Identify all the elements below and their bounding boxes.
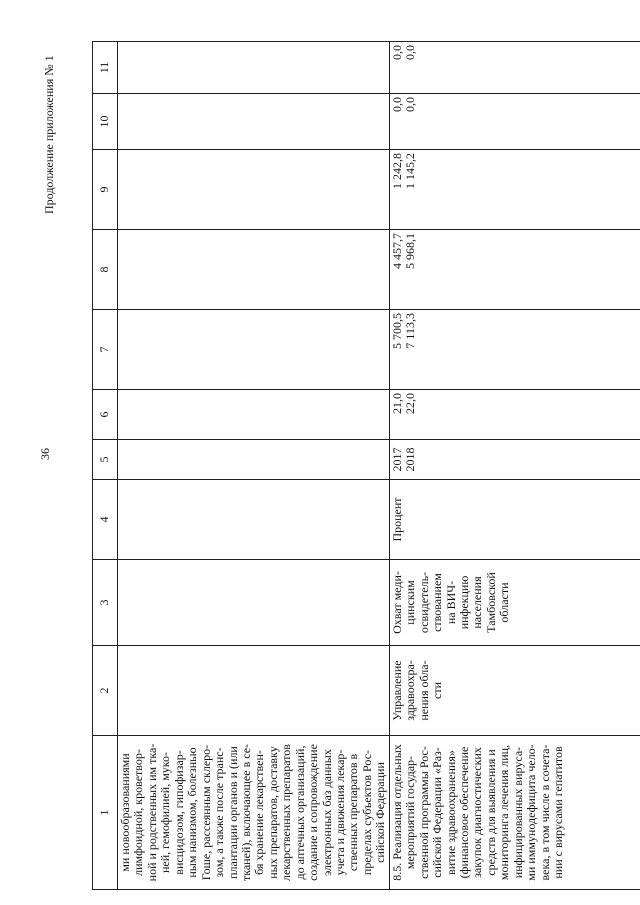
row1-cell-8 xyxy=(118,230,390,310)
row2-col9 xyxy=(389,150,640,230)
row2-col8 xyxy=(389,230,640,310)
table-row xyxy=(118,42,390,890)
header-col-8: 8 xyxy=(93,230,118,310)
text-line: сти xyxy=(430,682,445,699)
text-line: учета и движения лекар- xyxy=(333,749,347,876)
header-col-4: 4 xyxy=(93,480,118,560)
text-line: (финансовое обеспечение xyxy=(456,746,471,879)
table-row xyxy=(389,42,640,890)
text-line: создание и сопровождение xyxy=(306,744,321,881)
row2-col6 xyxy=(389,390,640,440)
text-line: сийской Федерации xyxy=(373,762,388,863)
row1-cell-3 xyxy=(118,560,390,646)
text-line: ным нанизмом, болезнью xyxy=(185,747,200,878)
text-line: здравоохра- xyxy=(403,660,418,721)
funding-value: 5 968,1 xyxy=(403,233,418,269)
text-line: ной и родственных им тка- xyxy=(144,743,159,882)
text-line: ми новообразованиями xyxy=(118,753,132,872)
header-col-3: 3 xyxy=(93,560,118,646)
row1-cell-7 xyxy=(118,310,390,390)
text-line: области xyxy=(497,582,512,623)
text-line: Охват меди- xyxy=(389,571,404,634)
header-col-6: 6 xyxy=(93,390,118,440)
funding-value: 5 700,5 xyxy=(389,313,404,349)
header-row xyxy=(93,42,118,890)
text-line: электронных баз данных xyxy=(319,749,334,876)
text-line: Управление xyxy=(389,660,404,721)
text-line: лимфоидной, кроветвор- xyxy=(131,749,146,876)
funding-value: 7 113,3 xyxy=(403,313,418,349)
header-col-5: 5 xyxy=(93,440,118,480)
text-line: бя хранение лекарствен- xyxy=(252,750,267,875)
page-number xyxy=(38,444,68,460)
year-value: 2017 xyxy=(389,447,404,472)
header-col-1: 1 xyxy=(93,736,118,890)
text-line: мониторинга лечения лиц, xyxy=(497,744,512,881)
text-line: тканей), включающее в се- xyxy=(238,743,253,882)
text-line: средств для выявления и xyxy=(483,749,498,876)
row2-unit xyxy=(389,480,640,560)
header-col-11: 11 xyxy=(93,42,118,94)
text-line: инфицированных вируса- xyxy=(510,746,525,879)
text-line: Гоше, рассеянным склеро- xyxy=(198,744,213,881)
text-line: населения xyxy=(470,576,485,629)
row1-description xyxy=(118,736,390,890)
row1-cell-10 xyxy=(118,94,390,150)
funding-value: 4 457,7 xyxy=(389,233,404,269)
text-line: цинским xyxy=(403,580,418,625)
text-line: нения обла- xyxy=(416,660,431,721)
text-line: инфекцию xyxy=(456,575,471,630)
row2-responsible xyxy=(389,646,640,736)
text-line: века, в том числе в сочета- xyxy=(537,744,552,881)
continuation-label-text: Продолжение приложения № 1 xyxy=(42,55,56,214)
row2-description xyxy=(389,736,640,890)
text-line: до аптечных организаций, xyxy=(292,745,307,880)
text-line: ми иммунодефицита чело- xyxy=(524,744,539,881)
funding-value: 0,0 xyxy=(403,45,418,60)
text-line: мероприятий государ- xyxy=(403,755,418,870)
text-line: Тамбовской xyxy=(483,572,498,633)
text-line: пределах субъектов Рос- xyxy=(359,749,374,876)
text-line: ных препаратов, доставку xyxy=(265,746,280,879)
row1-cell-2 xyxy=(118,646,390,736)
indicator-value: 21,0 xyxy=(389,393,404,414)
text-line: ственной программы Рос- xyxy=(416,746,431,879)
row1-cell-11 xyxy=(118,42,390,94)
unit-text: Процент xyxy=(389,497,404,542)
header-col-9: 9 xyxy=(93,150,118,230)
year-value: 2018 xyxy=(403,447,418,472)
text-line: на ВИЧ- xyxy=(443,580,458,625)
text-line: ствованием xyxy=(430,573,445,632)
row2-indicator xyxy=(389,560,640,646)
header-col-10: 10 xyxy=(93,94,118,150)
header-col-2: 2 xyxy=(93,646,118,736)
header-col-7: 7 xyxy=(93,310,118,390)
row2-years xyxy=(389,440,640,480)
text-line: плантации органов и (или xyxy=(225,746,240,879)
continuation-label xyxy=(42,44,62,214)
text-line: лекарственных препаратов xyxy=(279,744,294,881)
text-line: закупок диагностических xyxy=(470,747,485,878)
row1-cell-6 xyxy=(118,390,390,440)
funding-value: 0,0 xyxy=(389,97,404,112)
funding-value: 0,0 xyxy=(389,45,404,60)
row2-col7 xyxy=(389,310,640,390)
indicator-value: 22,0 xyxy=(403,393,418,414)
text-line: сийской Федерации «Раз- xyxy=(430,747,445,878)
data-table-container xyxy=(92,42,634,890)
text-line: нии с вирусами гепатитов xyxy=(551,746,565,879)
row2-col10 xyxy=(389,94,640,150)
text-line: ственных препаратов в xyxy=(346,753,361,872)
text-line: зом, а также после транс- xyxy=(212,747,227,878)
row1-cell-4 xyxy=(118,480,390,560)
funding-value: 1 242,8 xyxy=(389,153,404,189)
row1-cell-9 xyxy=(118,150,390,230)
row2-col11 xyxy=(389,42,640,94)
text-line: ней, гемофилией, муко- xyxy=(158,751,173,874)
data-table xyxy=(92,41,640,890)
text-line: висцидозом, гипофизар- xyxy=(171,750,186,875)
text-line: 8.5. Реализация отдельных xyxy=(389,744,404,881)
funding-value: 0,0 xyxy=(403,97,418,112)
page-number-text: 36 xyxy=(38,448,52,460)
row1-cell-5 xyxy=(118,440,390,480)
text-line: витие здравоохранения» xyxy=(443,750,458,875)
funding-value: 1 145,2 xyxy=(403,153,418,189)
text-line: освидетель- xyxy=(416,571,431,634)
